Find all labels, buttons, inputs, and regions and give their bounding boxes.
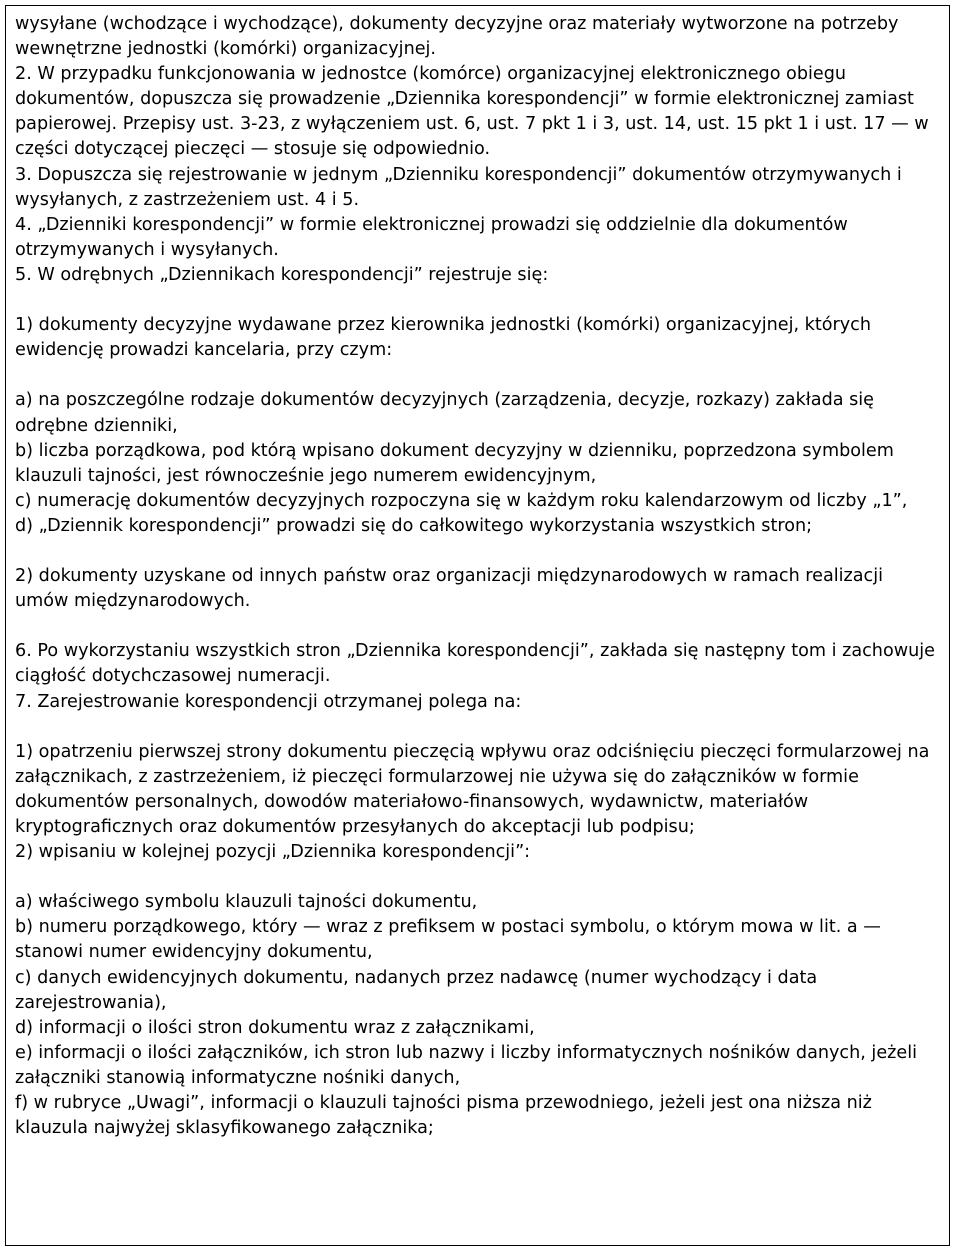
paragraph-spacer bbox=[15, 715, 941, 740]
paragraph: f) w rubryce „Uwagi”, informacji o klauzuli tajności pisma przewodniego, jeżeli jest ona niższa niż klauzula najwyżej sklasyfikowanego załącznika; bbox=[15, 1093, 872, 1139]
paragraph-spacer bbox=[15, 614, 941, 639]
paragraph: 4. „Dzienniki korespondencji” w formie elektronicznej prowadzi się oddzielnie dla dokumentów otrzymywanych i wysyłanych. bbox=[15, 214, 848, 260]
paragraph: c) danych ewidencyjnych dokumentu, nadanych przez nadawcę (numer wychodzący i data zarejestrowania), bbox=[15, 967, 818, 1013]
paragraph: a) właściwego symbolu klauzuli tajności dokumentu, bbox=[15, 892, 478, 913]
paragraph: b) liczba porządkowa, pod którą wpisano dokument decyzyjny w dzienniku, poprzedzona symbolem klauzuli tajności, jest równocześnie jego numerem ewidencyjnym, bbox=[15, 440, 894, 486]
document-body bbox=[15, 12, 941, 1141]
paragraph: e) informacji o ilości załączników, ich stron lub nazwy i liczby informatycznych nośników danych, jeżeli załączniki stanowią informatyczne nośniki danych, bbox=[15, 1042, 917, 1088]
paragraph: b) numeru porządkowego, który — wraz z prefiksem w postaci symbolu, o którym mowa w lit. a — stanowi numer ewidencyjny dokumentu, bbox=[15, 917, 881, 963]
paragraph: d) informacji o ilości stron dokumentu wraz z załącznikami, bbox=[15, 1017, 535, 1038]
paragraph: 5. W odrębnych „Dziennikach korespondencji” rejestruje się: bbox=[15, 264, 549, 285]
paragraph: 1) dokumenty decyzyjne wydawane przez kierownika jednostki (komórki) organizacyjnej, których ewidencję prowadzi kancelaria, przy czym: bbox=[15, 315, 871, 361]
paragraph-spacer bbox=[15, 865, 941, 890]
paragraph: 2) wpisaniu w kolejnej pozycji „Dziennika korespondencji”: bbox=[15, 842, 531, 863]
document-page bbox=[5, 5, 950, 1246]
paragraph: 6. Po wykorzystaniu wszystkich stron „Dziennika korespondencji”, zakłada się następny tom i zachowuje ciągłość dotychczasowej numeracji. bbox=[15, 641, 935, 687]
paragraph: 2. W przypadku funkcjonowania w jednostce (komórce) organizacyjnej elektronicznego obiegu dokumentów, dopuszcza się prowadzenie „Dziennika korespondencji” w formie elektronicznej zamiast papierowej. Przepisy ust. 3-23, z wyłączeniem ust. 6, ust. 7 pkt 1 i 3, ust. 14, ust. 15 pkt 1 i ust. 17 — w części dotyczącej pieczęci — stosuje się odpowiednio. bbox=[15, 64, 929, 160]
paragraph: wysyłane (wchodzące i wychodzące), dokumenty decyzyjne oraz materiały wytworzone na potrzeby wewnętrzne jednostki (komórki) organizacyjnej. bbox=[15, 14, 899, 60]
paragraph-spacer bbox=[15, 539, 941, 564]
paragraph: d) „Dziennik korespondencji” prowadzi się do całkowitego wykorzystania wszystkich stron; bbox=[15, 515, 813, 536]
paragraph-spacer bbox=[15, 288, 941, 313]
paragraph: 7. Zarejestrowanie korespondencji otrzymanej polega na: bbox=[15, 691, 522, 712]
paragraph: 1) opatrzeniu pierwszej strony dokumentu pieczęcią wpływu oraz odciśnięciu pieczęci formularzowej na załącznikach, z zastrzeżeniem, iż pieczęci formularzowej nie używa się do załączników w formie dokumentów personalnych, dowodów materiałowo-finansowych, wydawnictw, materiałów kryptograficznych oraz dokumentów przesyłanych do akceptacji lub podpisu; bbox=[15, 741, 930, 837]
paragraph: c) numerację dokumentów decyzyjnych rozpoczyna się w każdym roku kalendarzowym od liczby „1”, bbox=[15, 490, 908, 511]
paragraph: a) na poszczególne rodzaje dokumentów decyzyjnych (zarządzenia, decyzje, rozkazy) zakłada się odrębne dzienniki, bbox=[15, 390, 874, 436]
paragraph: 3. Dopuszcza się rejestrowanie w jednym „Dzienniku korespondencji” dokumentów otrzymywanych i wysyłanych, z zastrzeżeniem ust. 4 i 5. bbox=[15, 164, 902, 210]
paragraph: 2) dokumenty uzyskane od innych państw oraz organizacji międzynarodowych w ramach realizacji umów międzynarodowych. bbox=[15, 566, 884, 612]
paragraph-spacer bbox=[15, 363, 941, 388]
